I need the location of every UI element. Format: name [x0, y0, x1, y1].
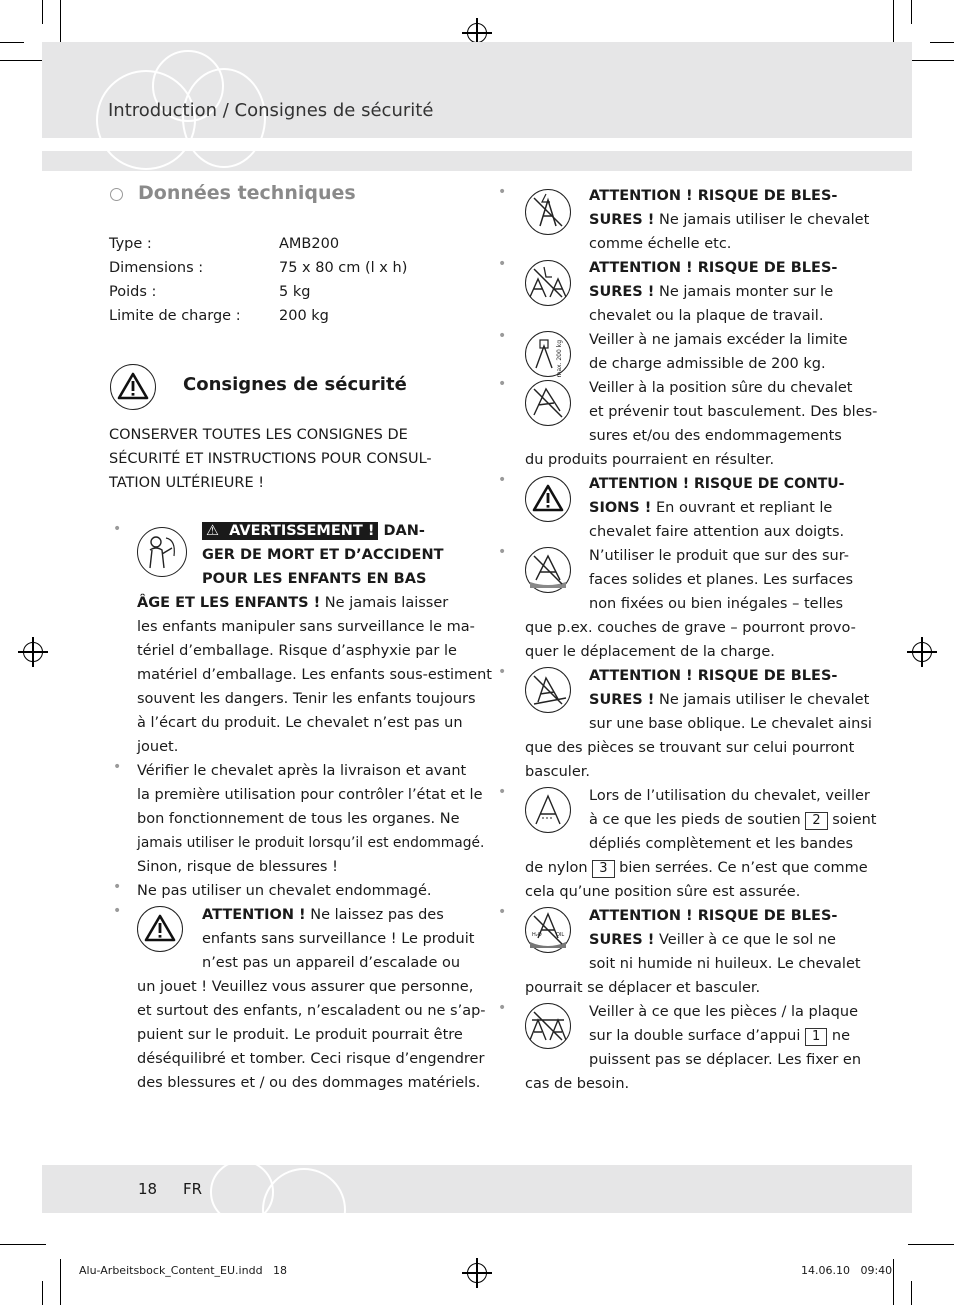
b1-line: les enfants manipuler sans surveillance le ma-	[137, 619, 475, 635]
b1-line: à l’écart du produit. Le chevalet n’est pas un	[137, 715, 463, 731]
bullet: •	[113, 879, 122, 895]
bullet: •	[498, 664, 507, 680]
tech-value: 75 x 80 cm (l x h)	[279, 260, 408, 276]
bullet: •	[113, 759, 122, 775]
r7-line: sur une base oblique. Le chevalet ainsi	[589, 716, 872, 732]
r1-line: ATTENTION ! RISQUE DE BLES-	[589, 188, 838, 204]
secure-stand-icon	[525, 787, 571, 833]
bullet: •	[498, 784, 507, 800]
crop-mark	[908, 1244, 954, 1245]
decor-circle	[262, 1168, 346, 1252]
r7-line: SURES ! Ne jamais utiliser le chevalet	[589, 692, 870, 708]
r6-line: que p.ex. couches de grave – pourront provo-	[525, 620, 856, 636]
bullet: •	[498, 904, 507, 920]
r9-line: ATTENTION ! RISQUE DE BLES-	[589, 908, 838, 924]
b2-line: la première utilisation pour contrôler l’état et le	[137, 787, 483, 803]
r9-line: SURES ! Veiller à ce que le sol ne	[589, 932, 836, 948]
b4-line1: ATTENTION ! Ne laissez pas des	[202, 907, 444, 923]
b2-line: Sinon, risque de blessures !	[137, 859, 338, 875]
crop-mark	[0, 42, 24, 43]
bullet: •	[498, 328, 507, 344]
b4-line: enfants sans surveillance ! Le produit	[202, 931, 475, 947]
r10-line: Veiller à ce que les pièces / la plaque	[589, 1004, 858, 1020]
part-number-box: 1	[805, 1028, 827, 1046]
b4-line: des blessures et / ou des dommages matériels.	[137, 1075, 481, 1091]
r10-line: puissent pas se déplacer. Les fixer en	[589, 1052, 862, 1068]
r9-line: soit ni humide ni huileux. Le chevalet	[589, 956, 861, 972]
b1-line1: ⚠ AVERTISSEMENT ! DAN-	[202, 519, 425, 543]
registration-mark-icon	[467, 1263, 487, 1283]
r8-line: Lors de l’utilisation du chevalet, veiller	[589, 788, 870, 804]
warning-triangle-icon	[525, 476, 571, 522]
oil-label: OIL	[556, 932, 565, 938]
crop-mark	[60, 0, 61, 46]
r8-line: cela qu’une position sûre est assurée.	[525, 884, 801, 900]
r4-line: et prévenir tout basculement. Des bles-	[589, 404, 878, 420]
registration-mark-icon	[912, 642, 932, 662]
crop-mark	[60, 1259, 61, 1305]
no-standing-icon	[525, 260, 571, 306]
registration-mark-icon	[23, 642, 43, 662]
safety-intro-line: SÉCURITÉ ET INSTRUCTIONS POUR CONSUL-	[109, 451, 432, 467]
r2-line: chevalet ou la plaque de travail.	[589, 308, 824, 324]
tech-value: 5 kg	[279, 284, 311, 300]
r7-line: basculer.	[525, 764, 590, 780]
r7-line: ATTENTION ! RISQUE DE BLES-	[589, 668, 838, 684]
page-title: Introduction / Consignes de sécurité	[108, 100, 434, 121]
b1-line3: POUR LES ENFANTS EN BAS	[202, 571, 427, 587]
b1-line4: ÂGE ET LES ENFANTS ! Ne jamais laisser	[137, 595, 449, 611]
safety-heading: Consignes de sécurité	[183, 374, 407, 395]
bullet: •	[498, 184, 507, 200]
max-load-label: max. 200 kg	[556, 340, 563, 378]
no-slope-icon	[525, 667, 571, 713]
r10-line: cas de besoin.	[525, 1076, 630, 1092]
r4-line: Veiller à la position sûre du chevalet	[589, 380, 853, 396]
bullet: •	[498, 376, 507, 392]
crop-mark	[930, 42, 954, 43]
b4-line: n’est pas un appareil d’escalade ou	[202, 955, 461, 971]
r4-line: du produits pourraient en résulter.	[525, 452, 775, 468]
bullet: •	[498, 256, 507, 272]
r4-line: sures et/ou des endommagements	[589, 428, 842, 444]
tech-label: Dimensions :	[109, 260, 204, 276]
b4-line: un jouet ! Veuillez vous assurer que personne,	[137, 979, 474, 995]
uneven-surface-icon	[525, 547, 571, 593]
registration-mark-icon	[467, 23, 487, 43]
slug-filename: Alu-Arbeitsbock_Content_EU.indd 18	[79, 1264, 288, 1277]
crop-mark	[42, 0, 43, 24]
b3-line: Ne pas utiliser un chevalet endommagé.	[137, 883, 432, 899]
max-load-icon	[525, 331, 571, 377]
part-number-box: 3	[592, 860, 614, 878]
tech-value: 200 kg	[279, 308, 329, 324]
crop-mark	[42, 1281, 43, 1305]
r5-line: ATTENTION ! RISQUE DE CONTU-	[589, 476, 845, 492]
r8-line: de nylon 3 bien serrées. Ce n’est que comme	[525, 860, 868, 876]
crop-mark	[911, 1281, 912, 1305]
b4-line: et surtout des enfants, n’escaladent ou ne s’ap-	[137, 1003, 486, 1019]
safety-intro-line: TATION ULTÉRIEURE !	[109, 475, 265, 491]
no-ladder-use-icon	[525, 189, 571, 235]
bullet: •	[498, 472, 507, 488]
r6-line: faces solides et planes. Les surfaces	[589, 572, 854, 588]
wet-oily-floor-icon	[525, 907, 571, 953]
slug-date: 14.06.10 09:40	[801, 1264, 893, 1277]
b2-line: jamais utiliser le produit lorsqu’il est endommagé.	[137, 835, 485, 851]
r9-line: pourrait se déplacer et basculer.	[525, 980, 761, 996]
r6-line: non fixées ou bien inégales – telles	[589, 596, 844, 612]
r5-line: chevalet faire attention aux doigts.	[589, 524, 845, 540]
crop-mark	[893, 0, 894, 46]
b4-line: puient sur le produit. Le produit pourrait être	[137, 1027, 463, 1043]
water-label: H₂O	[532, 932, 542, 938]
crop-mark	[911, 0, 912, 24]
b1-line: matériel d’emballage. Les enfants sous-estiment	[137, 667, 492, 683]
avertissement-label: ⚠ AVERTISSEMENT !	[202, 522, 378, 540]
b1-line2: GER DE MORT ET D’ACCIDENT	[202, 547, 444, 563]
tipping-icon	[525, 380, 571, 426]
crop-mark	[0, 60, 46, 61]
bullet: •	[113, 521, 122, 537]
r8-line: à ce que les pieds de soutien 2 soient	[589, 812, 877, 828]
bullet: •	[113, 903, 122, 919]
r2-line: ATTENTION ! RISQUE DE BLES-	[589, 260, 838, 276]
r6-line: quer le déplacement de la charge.	[525, 644, 775, 660]
tech-label: Poids :	[109, 284, 157, 300]
r1-line: SURES ! Ne jamais utiliser le chevalet	[589, 212, 870, 228]
b2-line: Vérifier le chevalet après la livraison et avant	[137, 763, 467, 779]
secure-parts-icon	[525, 1003, 571, 1049]
safety-intro-line: CONSERVER TOUTES LES CONSIGNES DE	[109, 427, 408, 443]
tech-heading: Données techniques	[138, 182, 356, 204]
bullet: •	[498, 1000, 507, 1016]
section-circle-icon	[110, 188, 123, 201]
b1-line: souvent les dangers. Tenir les enfants toujours	[137, 691, 476, 707]
warning-triangle-icon	[110, 364, 156, 410]
r3-line: de charge admissible de 200 kg.	[589, 356, 826, 372]
r8-line: dépliés complètement et les bandes	[589, 836, 854, 852]
b2-line: bon fonctionnement de tous les organes. Ne	[137, 811, 460, 827]
warning-triangle-icon	[137, 906, 183, 952]
tech-label: Limite de charge :	[109, 308, 241, 324]
r5-line: SIONS ! En ouvrant et repliant le	[589, 500, 833, 516]
page-number: 18	[138, 1180, 158, 1198]
crop-mark	[893, 1259, 894, 1305]
r6-line: N’utiliser le produit que sur des sur-	[589, 548, 849, 564]
footer-band	[42, 1165, 912, 1213]
child-suffocation-icon	[137, 527, 187, 577]
r3-line: Veiller à ne jamais excéder la limite	[589, 332, 848, 348]
r7-line: que des pièces se trouvant sur celui pourront	[525, 740, 855, 756]
tech-value: AMB200	[279, 236, 340, 252]
r10-line: sur la double surface d’appui 1 ne	[589, 1028, 851, 1044]
language-code: FR	[183, 1180, 203, 1198]
tech-label: Type :	[109, 236, 152, 252]
b1-line: tériel d’emballage. Risque d’asphyxie par le	[137, 643, 457, 659]
r1-line: comme échelle etc.	[589, 236, 732, 252]
b4-line: déséquilibré et tomber. Ceci risque d’engendrer	[137, 1051, 485, 1067]
crop-mark	[908, 60, 954, 61]
crop-mark	[0, 1244, 46, 1245]
r2-line: SURES ! Ne jamais monter sur le	[589, 284, 834, 300]
b1-line: jouet.	[137, 739, 179, 755]
bullet: •	[498, 544, 507, 560]
part-number-box: 2	[805, 812, 827, 830]
